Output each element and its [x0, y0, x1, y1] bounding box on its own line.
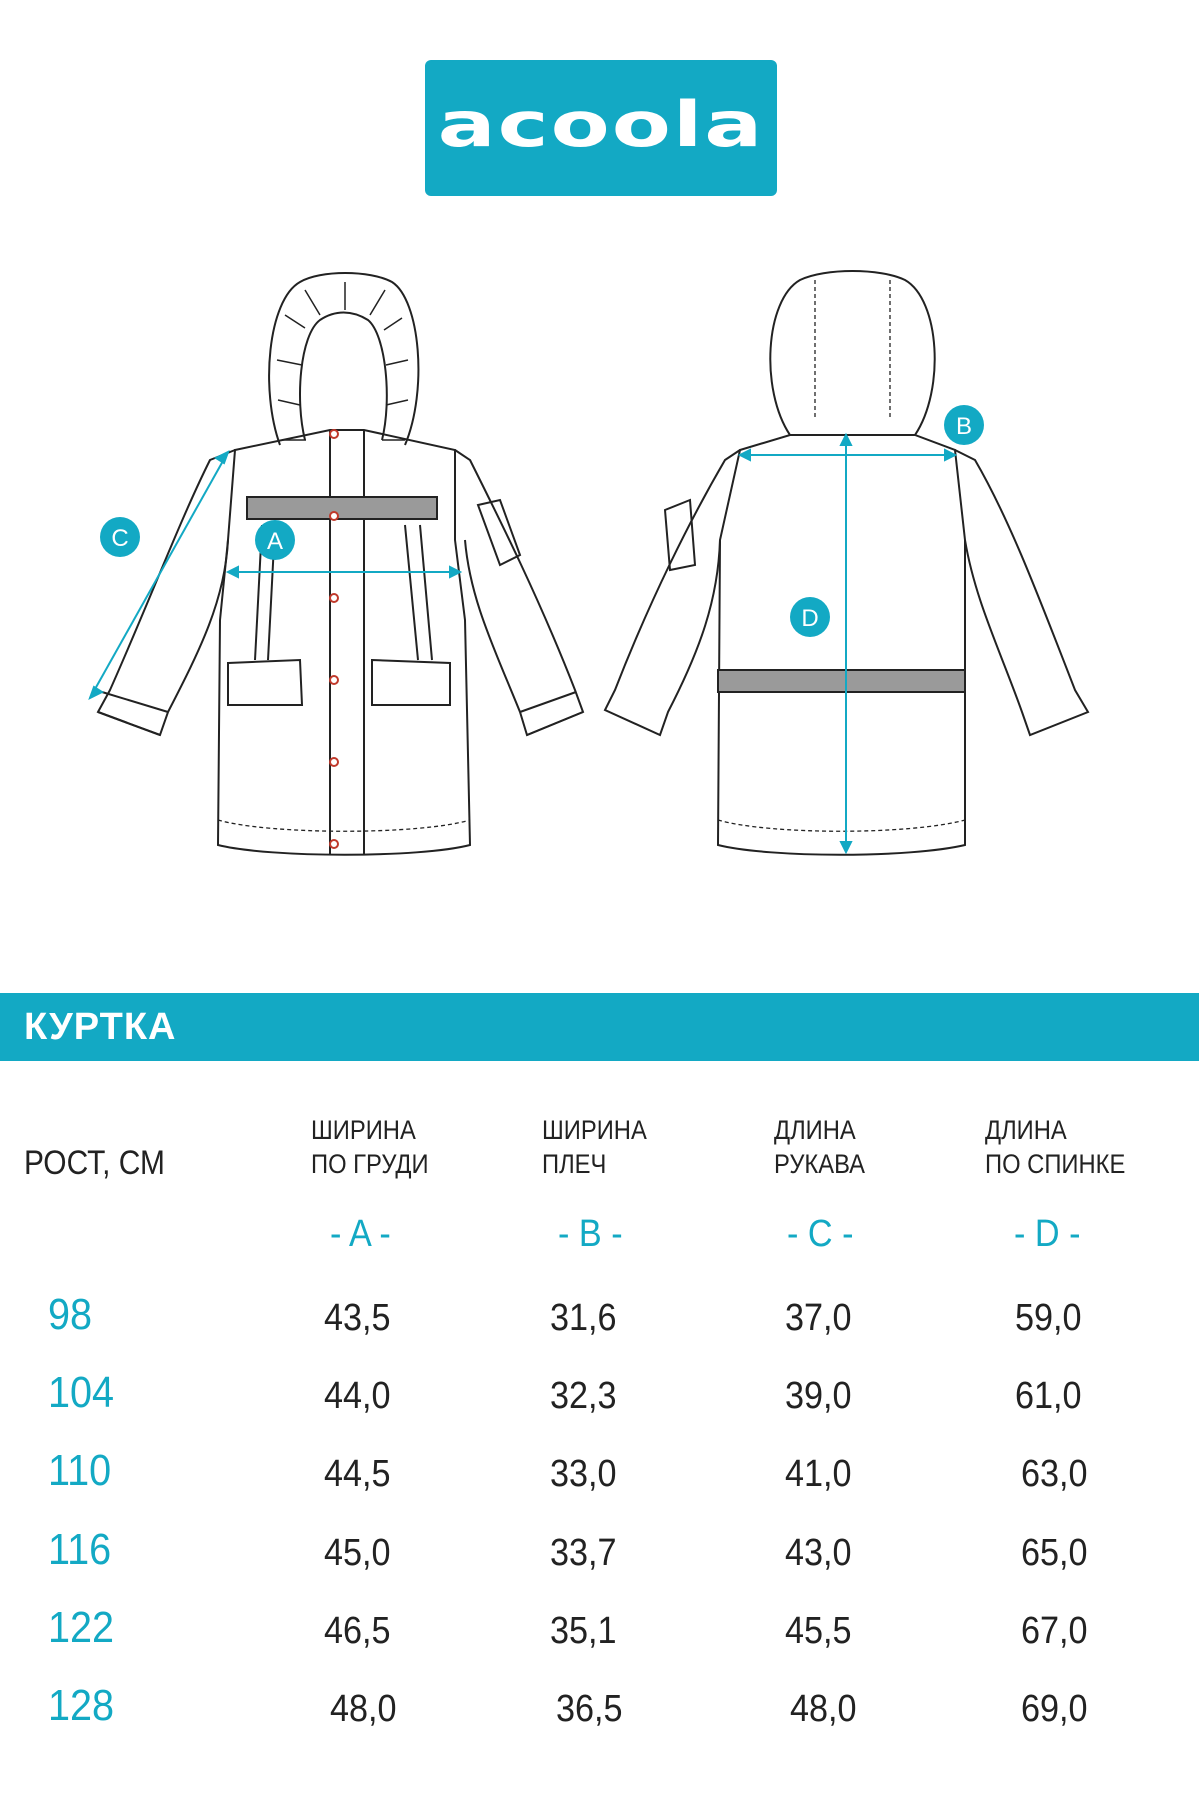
table-cell: 46,5 — [324, 1610, 391, 1652]
size-column-header: РОСТ, СМ — [24, 1144, 165, 1182]
marker-b-label: B — [955, 413, 973, 440]
marker-c — [100, 517, 140, 557]
table-cell: 44,5 — [324, 1453, 391, 1495]
table-cell: 43,5 — [324, 1297, 391, 1339]
brand-logo — [425, 60, 777, 196]
column-letter-c: - C - — [787, 1213, 854, 1255]
marker-a-label: A — [266, 528, 284, 555]
table-cell: 65,0 — [1021, 1532, 1088, 1574]
column-header-sleeve-length: ДЛИНА РУКАВА — [774, 1115, 866, 1179]
table-cell: 48,0 — [790, 1688, 857, 1730]
column-letter-b: - B - — [558, 1213, 623, 1255]
table-cell: 33,0 — [550, 1453, 617, 1495]
table-cell: 33,7 — [550, 1532, 617, 1574]
table-cell: 69,0 — [1021, 1688, 1088, 1730]
marker-a — [255, 520, 295, 560]
table-row-size: 122 — [48, 1603, 115, 1652]
marker-b — [944, 405, 984, 445]
table-cell: 63,0 — [1021, 1453, 1088, 1495]
section-title: КУРТКА — [24, 1006, 177, 1048]
jacket-drawings — [0, 250, 1199, 890]
column-letter-d: - D - — [1014, 1213, 1081, 1255]
table-cell: 43,0 — [785, 1532, 852, 1574]
table-row-size: 110 — [48, 1446, 112, 1495]
logo-text: acoola — [437, 89, 765, 161]
table-cell: 36,5 — [556, 1688, 623, 1730]
marker-c-label: C — [111, 525, 129, 552]
table-row-size: 104 — [48, 1368, 115, 1417]
table-cell: 37,0 — [785, 1297, 852, 1339]
table-cell: 45,0 — [324, 1532, 391, 1574]
column-header-chest-width: ШИРИНА ПО ГРУДИ — [311, 1115, 429, 1179]
table-cell: 35,1 — [550, 1610, 617, 1652]
section-banner — [0, 993, 1199, 1061]
table-cell: 41,0 — [785, 1453, 852, 1495]
table-cell: 32,3 — [550, 1375, 617, 1417]
table-row-size: 98 — [48, 1290, 93, 1339]
marker-d-label: D — [801, 605, 819, 632]
table-cell: 45,5 — [785, 1610, 852, 1652]
column-header-back-length: ДЛИНА ПО СПИНКЕ — [985, 1115, 1126, 1179]
marker-d — [790, 597, 830, 637]
column-letter-a: - A - — [330, 1213, 391, 1255]
column-header-shoulder-width: ШИРИНА ПЛЕЧ — [542, 1115, 647, 1179]
table-cell: 44,0 — [324, 1375, 391, 1417]
table-cell: 67,0 — [1021, 1610, 1088, 1652]
table-cell: 48,0 — [330, 1688, 397, 1730]
table-cell: 31,6 — [550, 1297, 617, 1339]
table-cell: 61,0 — [1015, 1375, 1082, 1417]
table-cell: 39,0 — [785, 1375, 852, 1417]
table-cell: 59,0 — [1015, 1297, 1082, 1339]
table-row-size: 128 — [48, 1681, 115, 1730]
jacket-front-drawing — [98, 273, 583, 855]
table-row-size: 116 — [48, 1525, 112, 1574]
